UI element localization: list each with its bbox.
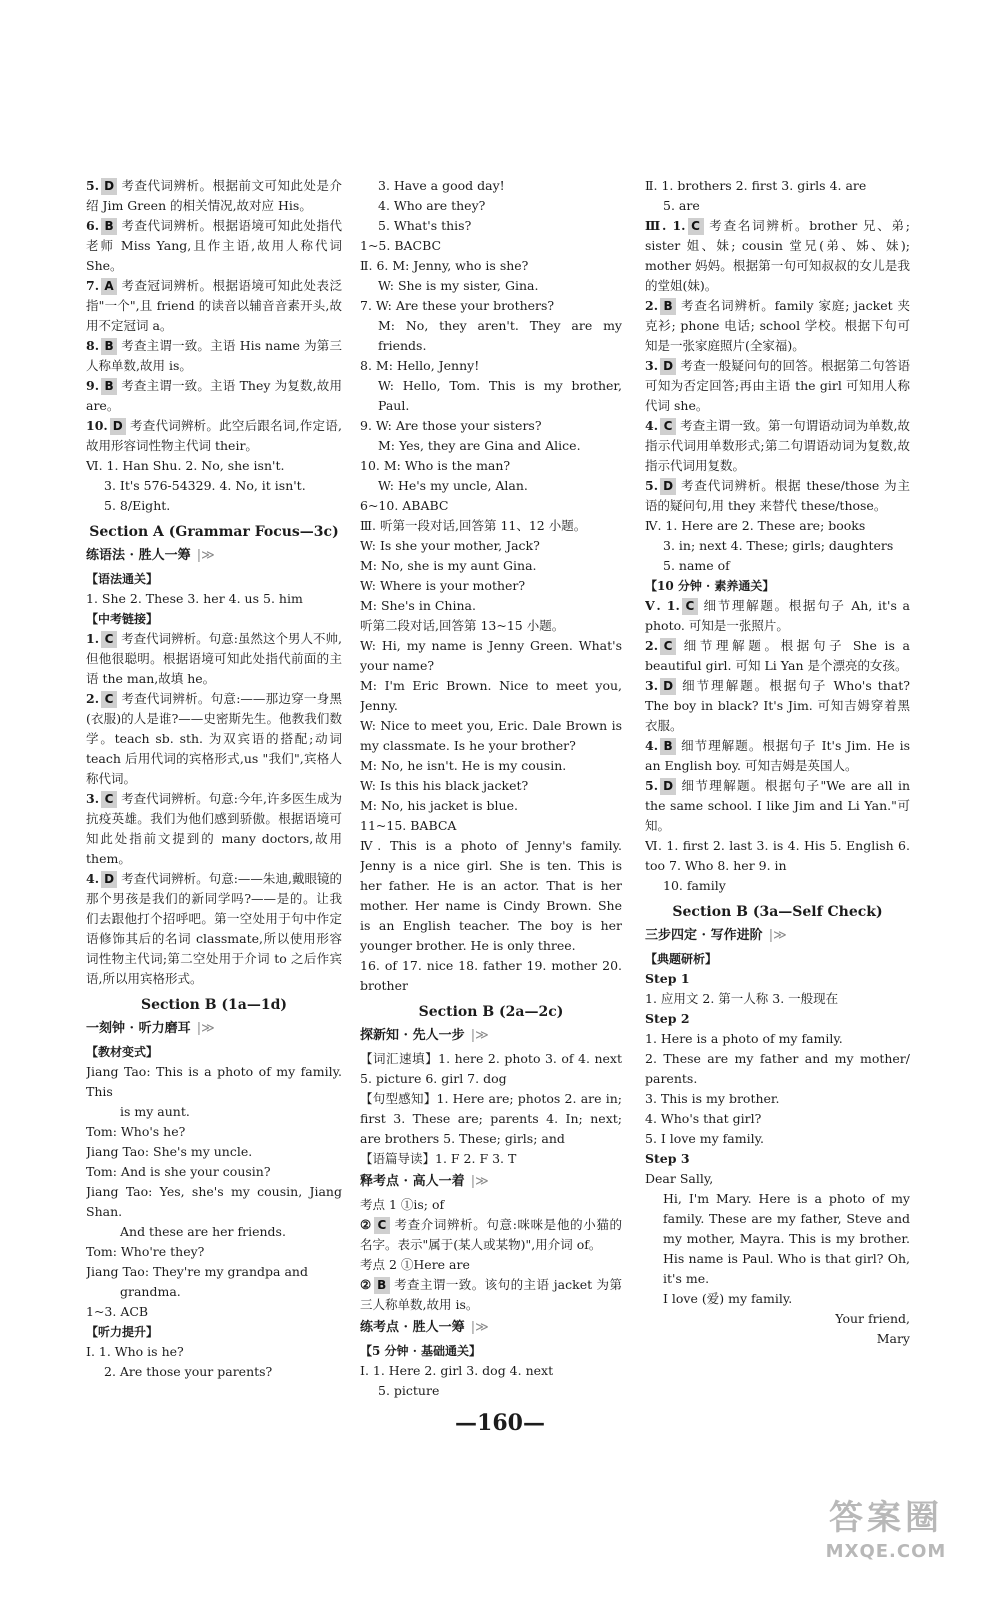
answer-number: 3. xyxy=(86,791,100,806)
line-text: 5. name of xyxy=(663,558,730,573)
subsection-tag xyxy=(86,609,342,629)
line-text: M: No, she is my aunt Gina. xyxy=(360,558,537,573)
answer-item xyxy=(86,336,342,376)
tag-label: 【语法通关】 xyxy=(86,572,159,586)
line-text: 6~10. ABABC xyxy=(360,498,449,513)
answer-explanation: 考查代词辨析。句意:——朱迪,戴眼镜的那个男孩是我们的新同学吗?——是的。让我们去跟他打个招呼吧。第一空处用于句中作定语修饰其后的名词 classmate,所以使用形容词性物主代词;第二空处用于介词 to 之后作宾语,所以用宾格形式。 xyxy=(86,871,342,986)
answer-number: 1. xyxy=(86,631,100,646)
line-text: Hi, I'm Mary. Here is a photo of my family. These are my father, Steve and my mother, Mayra. This is my brother. His name is Paul. Who is that girl? Oh, it's me. xyxy=(663,1191,910,1286)
text-line xyxy=(360,216,622,236)
answer-explanation: 考查主谓一致。该句的主语 jacket 为第三人称单数,故用 is。 xyxy=(360,1277,622,1312)
line-text: 16. of 17. nice 18. father 19. mother 20. brother xyxy=(360,958,622,993)
answer-item xyxy=(645,216,910,296)
answer-item xyxy=(645,776,910,836)
text-line xyxy=(86,456,342,476)
answer-number: 2. xyxy=(645,638,659,653)
column-right xyxy=(645,176,910,1435)
answer-item xyxy=(645,296,910,356)
answer-item xyxy=(86,216,342,276)
text-line xyxy=(86,1302,342,1322)
text-line xyxy=(360,816,622,836)
subsection-tag xyxy=(86,1322,342,1342)
text-line xyxy=(645,1089,910,1109)
answer-explanation: 考查主谓一致。第一句谓语动词为单数,故指示代词用单数形式;第二句谓语动词为复数,故指示代词用复数。 xyxy=(645,418,910,473)
answer-number: 4. xyxy=(645,738,659,753)
text-line xyxy=(645,989,910,1009)
answer-item xyxy=(86,689,342,789)
text-line xyxy=(360,456,622,476)
line-text: And these are her friends. xyxy=(120,1224,286,1239)
part-banner xyxy=(360,1026,622,1046)
answer-number: 10. xyxy=(86,418,108,433)
text-line xyxy=(86,1342,342,1362)
section-heading xyxy=(645,902,910,922)
text-line xyxy=(360,676,622,716)
page-number: —160— xyxy=(455,1410,545,1436)
text-line xyxy=(645,876,910,896)
answer-explanation: 考查代词辨析。句意:虽然这个男人不帅,但他很聪明。根据语境可知此处指代前面的主语 the man,故填 he。 xyxy=(86,631,342,686)
answer-explanation: 考查主谓一致。主语 His name 为第三人称单数,故用 is。 xyxy=(86,338,342,373)
line-text: 考点 1 ①is; of xyxy=(360,1197,445,1212)
text-line xyxy=(360,376,622,416)
banner-title: 练考点 · 胜人一筹 xyxy=(360,1320,465,1335)
answer-explanation: 考查代词辨析。句意:——那边穿一身黑(衣服)的人是谁?——史密斯先生。他教我们数学。teach sb. sth. 为双宾语的搭配;动词 teach 后用代词的宾格形式,us "我们",宾格人称代词。 xyxy=(86,691,342,786)
line-text: Jiang Tao: This is a photo of my family. This xyxy=(86,1064,342,1099)
text-line xyxy=(86,1222,342,1242)
line-text: grandma. xyxy=(120,1284,181,1299)
text-line xyxy=(360,436,622,456)
answer-explanation: 细节理解题。根据句子"We are all in the same school. I like Jim and Li Yan."可知。 xyxy=(645,778,910,833)
text-line xyxy=(645,536,910,556)
watermark-logo xyxy=(796,1496,976,1570)
text-line xyxy=(645,1289,910,1309)
answer-choice-badge: B xyxy=(101,378,117,395)
line-text: M: No, he isn't. He is my cousin. xyxy=(360,758,567,773)
answer-number: 5. xyxy=(645,778,659,793)
line-text: Ⅱ. 1. brothers 2. first 3. girls 4. are xyxy=(645,178,867,193)
step-label xyxy=(645,969,910,989)
line-text: M: No, they aren't. They are my friends. xyxy=(378,318,622,353)
text-line xyxy=(645,1169,910,1189)
answer-explanation: 考查代词辨析。句意:今年,许多医生成为抗疫英雄。我们为他们感到骄傲。根据语境可知此处指前文提到的 many doctors,故用 them。 xyxy=(86,791,342,866)
line-text: 【句型感知】1. Here are; photos 2. are in; first 3. These are; parents 4. In; next; are brothers 5. These; girls; and xyxy=(360,1091,622,1146)
line-text: Tom: Who're they? xyxy=(86,1244,205,1259)
text-line xyxy=(645,1189,910,1289)
answer-item xyxy=(645,476,910,516)
banner-title: 探新知 · 先人一步 xyxy=(360,1028,465,1043)
text-line xyxy=(360,616,622,636)
line-text: 2. These are my father and my mother/ parents. xyxy=(645,1051,910,1086)
answer-number: 8. xyxy=(86,338,100,353)
text-line xyxy=(360,276,622,296)
subsection-tag xyxy=(645,576,910,596)
line-text: 10. M: Who is the man? xyxy=(360,458,511,473)
line-text: 2. Are those your parents? xyxy=(104,1364,273,1379)
line-text: 1~3. ACB xyxy=(86,1304,149,1319)
line-text: 5. picture xyxy=(378,1383,440,1398)
answer-explanation: 考查一般疑问句的回答。根据第二句答语可知为否定回答;再由主语 the girl 可知用人称代词 she。 xyxy=(645,358,910,413)
text-line xyxy=(360,1089,622,1149)
watermark-chinese: 答案圈 xyxy=(829,1498,943,1538)
tag-label: 【中考链接】 xyxy=(86,612,159,626)
subsection-tag xyxy=(360,1341,622,1361)
answer-number: 2. xyxy=(645,298,659,313)
line-text: W: Where is your mother? xyxy=(360,578,526,593)
banner-chevron-icon: |≫ xyxy=(466,1028,489,1043)
banner-chevron-icon: |≫ xyxy=(764,928,787,943)
part-banner xyxy=(360,1172,622,1192)
line-text: Ⅱ. 6. M: Jenny, who is she? xyxy=(360,258,529,273)
text-line xyxy=(360,316,622,356)
text-line xyxy=(360,416,622,436)
answer-explanation: 考查代词辨析。根据语境可知此处指代老师 Miss Yang,且作主语,故用人称代词 She。 xyxy=(86,218,342,273)
answer-choice-badge: A xyxy=(101,278,117,295)
answer-item xyxy=(360,1215,622,1255)
column-middle xyxy=(360,176,622,1435)
line-text: M: No, his jacket is blue. xyxy=(360,798,518,813)
answer-choice-badge: C xyxy=(101,631,117,648)
banner-chevron-icon: |≫ xyxy=(466,1320,489,1335)
line-text: Jiang Tao: Yes, she's my cousin, Jiang Shan. xyxy=(86,1184,342,1219)
text-line xyxy=(645,836,910,876)
line-text: 1~5. BACBC xyxy=(360,238,442,253)
line-text: 3. It's 576-54329. 4. No, it isn't. xyxy=(104,478,306,493)
line-text: 3. This is my brother. xyxy=(645,1091,780,1106)
answer-item xyxy=(86,176,342,216)
line-text: Tom: Who's he? xyxy=(86,1124,186,1139)
answer-number: ② xyxy=(360,1217,372,1232)
text-line xyxy=(645,1049,910,1089)
text-line xyxy=(645,176,910,196)
tag-label: 【教材变式】 xyxy=(86,1045,159,1059)
line-text: 5. What's this? xyxy=(378,218,472,233)
text-line xyxy=(86,1242,342,1262)
part-banner xyxy=(86,546,342,566)
answer-item xyxy=(86,629,342,689)
text-line xyxy=(360,496,622,516)
answer-number: 5. xyxy=(645,478,659,493)
text-line xyxy=(86,496,342,516)
text-line xyxy=(86,1182,342,1222)
text-line xyxy=(360,796,622,816)
answer-item xyxy=(645,416,910,476)
section-heading xyxy=(86,522,342,542)
line-text: W: Hi, my name is Jenny Green. What's your name? xyxy=(360,638,622,673)
answer-number: 3. xyxy=(645,358,659,373)
step-text: Step 3 xyxy=(645,1151,690,1166)
answer-choice-badge: D xyxy=(110,418,126,435)
answer-explanation: 考查代词辨析。根据 these/those 为主语的疑问句,用 they 来替代 these/those。 xyxy=(645,478,910,513)
section-title: Section A (Grammar Focus—3c) xyxy=(89,524,339,540)
line-text: Jiang Tao: They're my grandpa and xyxy=(86,1264,308,1279)
banner-chevron-icon: |≫ xyxy=(192,1021,215,1036)
line-text: Ⅵ. 1. first 2. last 3. is 4. His 5. English 6. too 7. Who 8. her 9. in xyxy=(645,838,910,873)
answer-number: 5. xyxy=(86,178,100,193)
line-text: 考点 2 ①Here are xyxy=(360,1257,470,1272)
answer-number: 7. xyxy=(86,278,100,293)
banner-title: 释考点 · 高人一着 xyxy=(360,1174,465,1189)
answer-choice-badge: C xyxy=(688,218,704,235)
line-text: I love (爱) my family. xyxy=(663,1291,793,1306)
line-text: 5. 8/Eight. xyxy=(104,498,171,513)
banner-chevron-icon: |≫ xyxy=(192,548,215,563)
line-text: 3. in; next 4. These; girls; daughters xyxy=(663,538,894,553)
answer-item xyxy=(360,1275,622,1315)
signature-line xyxy=(645,1329,910,1349)
text-line xyxy=(360,556,622,576)
text-line xyxy=(645,1109,910,1129)
signature-line xyxy=(645,1309,910,1329)
answer-number: 4. xyxy=(86,871,100,886)
answer-number: Ⅲ. 1. xyxy=(645,218,686,233)
text-line xyxy=(645,1129,910,1149)
line-text: 7. W: Are these your brothers? xyxy=(360,298,555,313)
answer-explanation: 细节理解题。根据句子 It's Jim. He is an English boy. 可知吉姆是英国人。 xyxy=(645,738,910,773)
line-text: 5. are xyxy=(663,198,700,213)
answer-choice-badge: D xyxy=(660,778,676,795)
text-line xyxy=(360,256,622,276)
answer-choice-badge: C xyxy=(660,418,676,435)
banner-title: 三步四定 · 写作进阶 xyxy=(645,928,763,943)
answer-explanation: 细节理解题。根据句子 She is a beautiful girl. 可知 Li Yan 是个漂亮的女孩。 xyxy=(645,638,910,673)
text-line xyxy=(645,196,910,216)
line-text: W: Is she your mother, Jack? xyxy=(360,538,540,553)
answer-choice-badge: D xyxy=(660,358,676,375)
text-line xyxy=(360,1361,622,1381)
answer-explanation: 考查代词辨析。此空后跟名词,作定语,故用形容词性物主代词 their。 xyxy=(86,418,342,453)
line-text: Mary xyxy=(876,1331,910,1346)
answer-explanation: 细节理解题。根据句子 Ah, it's a photo. 可知是一张照片。 xyxy=(645,598,910,633)
answer-choice-badge: C xyxy=(101,691,117,708)
banner-title: 一刻钟 · 听力磨耳 xyxy=(86,1021,191,1036)
line-text: W: He's my uncle, Alan. xyxy=(378,478,528,493)
text-line xyxy=(360,576,622,596)
answer-choice-badge: C xyxy=(660,638,676,655)
line-text: 听第二段对话,回答第 13~15 小题。 xyxy=(360,618,565,633)
text-line xyxy=(360,1255,622,1275)
line-text: Jiang Tao: She's my uncle. xyxy=(86,1144,253,1159)
answer-item xyxy=(645,356,910,416)
line-text: 【语篇导读】1. F 2. F 3. T xyxy=(360,1151,517,1166)
text-line xyxy=(86,1362,342,1382)
answer-number: ② xyxy=(360,1277,372,1292)
answer-number: 6. xyxy=(86,218,100,233)
answer-explanation: 考查冠词辨析。根据语境可知此处表泛指"一个",且 friend 的读音以辅音音素开头,故用不定冠词 a。 xyxy=(86,278,342,333)
answer-choice-badge: D xyxy=(660,478,676,495)
answer-choice-badge: B xyxy=(101,338,117,355)
subsection-tag xyxy=(86,1042,342,1062)
answer-item xyxy=(645,736,910,776)
section-heading xyxy=(86,995,342,1015)
answer-item xyxy=(645,596,910,636)
answer-choice-badge: B xyxy=(660,738,676,755)
text-line xyxy=(645,516,910,536)
answer-number: 3. xyxy=(645,678,659,693)
line-text: 4. Who's that girl? xyxy=(645,1111,762,1126)
tag-label: 【听力提升】 xyxy=(86,1325,159,1339)
line-text: M: Yes, they are Gina and Alice. xyxy=(378,438,581,453)
answer-explanation: 考查介词辨析。句意:咪咪是他的小猫的名字。表示"属于(某人或某物)",用介词 of。 xyxy=(360,1217,622,1252)
answer-item xyxy=(645,676,910,736)
text-line xyxy=(360,596,622,616)
line-text: 1. Here is a photo of my family. xyxy=(645,1031,843,1046)
line-text: W: Hello, Tom. This is my brother, Paul. xyxy=(378,378,622,413)
answer-explanation: 考查代词辨析。根据前文可知此处是介绍 Jim Green 的相关情况,故对应 His。 xyxy=(86,178,342,213)
answer-number: Ⅴ. 1. xyxy=(645,598,680,613)
text-line xyxy=(360,1049,622,1089)
text-line xyxy=(360,836,622,956)
answer-choice-badge: D xyxy=(101,871,117,888)
text-line xyxy=(360,476,622,496)
section-title: Section B (1a—1d) xyxy=(140,997,287,1013)
text-line xyxy=(86,589,342,609)
answer-number: 9. xyxy=(86,378,100,393)
answer-explanation: 考查主谓一致。主语 They 为复数,故用 are。 xyxy=(86,378,342,413)
text-line xyxy=(86,1102,342,1122)
answer-choice-badge: D xyxy=(660,678,676,695)
line-text: 8. M: Hello, Jenny! xyxy=(360,358,480,373)
line-text: 9. W: Are those your sisters? xyxy=(360,418,542,433)
text-line xyxy=(360,536,622,556)
text-line xyxy=(360,1381,622,1401)
answer-choice-badge: C xyxy=(682,598,698,615)
subsection-tag xyxy=(645,949,910,969)
line-text: 【词汇速填】1. here 2. photo 3. of 4. next 5. picture 6. girl 7. dog xyxy=(360,1051,622,1086)
line-text: is my aunt. xyxy=(120,1104,190,1119)
tag-label: 【典题研析】 xyxy=(645,952,718,966)
text-line xyxy=(360,636,622,676)
subsection-tag xyxy=(86,569,342,589)
part-banner xyxy=(645,926,910,946)
text-line xyxy=(360,196,622,216)
text-line xyxy=(86,1122,342,1142)
text-line xyxy=(86,1282,342,1302)
line-text: W: Nice to meet you, Eric. Dale Brown is my classmate. Is he your brother? xyxy=(360,718,622,753)
banner-chevron-icon: |≫ xyxy=(466,1174,489,1189)
answer-item xyxy=(86,376,342,416)
part-banner xyxy=(360,1318,622,1338)
banner-title: 练语法 · 胜人一筹 xyxy=(86,548,191,563)
text-line xyxy=(86,476,342,496)
line-text: Your friend, xyxy=(835,1311,910,1326)
part-banner xyxy=(86,1019,342,1039)
text-line xyxy=(86,1162,342,1182)
answer-item xyxy=(86,416,342,456)
answer-item xyxy=(86,789,342,869)
line-text: Ⅵ. 1. Han Shu. 2. No, she isn't. xyxy=(86,458,285,473)
answer-choice-badge: D xyxy=(101,178,117,195)
answer-item xyxy=(86,869,342,989)
text-line xyxy=(360,296,622,316)
line-text: 1. 应用文 2. 第一人称 3. 一般现在 xyxy=(645,991,839,1006)
answer-explanation: 考查名词辨析。brother 兄、弟; sister 姐、妹; cousin 堂兄(弟、姊、妹); mother 妈妈。根据第一句可知叔叔的女儿是我的堂姐(妹)。 xyxy=(645,218,910,293)
section-title: Section B (2a—2c) xyxy=(418,1004,564,1020)
answer-number: 4. xyxy=(645,418,659,433)
line-text: Tom: And is she your cousin? xyxy=(86,1164,271,1179)
line-text: 5. I love my family. xyxy=(645,1131,764,1146)
line-text: Ⅰ. 1. Here 2. girl 3. dog 4. next xyxy=(360,1363,554,1378)
section-title: Section B (3a—Self Check) xyxy=(672,904,883,920)
watermark-url: MXQE.COM xyxy=(825,1541,947,1562)
answer-choice-badge: B xyxy=(374,1277,390,1294)
answer-number: 2. xyxy=(86,691,100,706)
line-text: Ⅰ. 1. Who is he? xyxy=(86,1344,184,1359)
answer-choice-badge: B xyxy=(101,218,117,235)
line-text: Ⅲ. 听第一段对话,回答第 11、12 小题。 xyxy=(360,518,587,533)
text-line xyxy=(86,1142,342,1162)
text-line xyxy=(86,1062,342,1102)
step-label xyxy=(645,1149,910,1169)
line-text: 4. Who are they? xyxy=(378,198,486,213)
text-line xyxy=(360,356,622,376)
text-line xyxy=(360,1195,622,1215)
answer-item xyxy=(645,636,910,676)
step-label xyxy=(645,1009,910,1029)
answer-explanation: 考查名词辨析。family 家庭; jacket 夹克衫; phone 电话; school 学校。根据下句可知是一张家庭照片(全家福)。 xyxy=(645,298,910,353)
text-line xyxy=(645,556,910,576)
line-text: M: She's in China. xyxy=(360,598,476,613)
answer-item xyxy=(86,276,342,336)
text-line xyxy=(86,1262,342,1282)
text-line xyxy=(360,1149,622,1169)
text-line xyxy=(360,516,622,536)
line-text: W: Is this his black jacket? xyxy=(360,778,529,793)
line-text: Dear Sally, xyxy=(645,1171,714,1186)
text-line xyxy=(360,956,622,996)
tag-label: 【5 分钟 · 基础通关】 xyxy=(360,1344,482,1358)
text-line xyxy=(360,236,622,256)
column-left xyxy=(86,176,342,1435)
line-text: 10. family xyxy=(663,878,726,893)
line-text: M: I'm Eric Brown. Nice to meet you, Jenny. xyxy=(360,678,622,713)
answer-choice-badge: B xyxy=(660,298,676,315)
answer-choice-badge: C xyxy=(101,791,117,808)
text-line xyxy=(360,756,622,776)
line-text: 11~15. BABCA xyxy=(360,818,457,833)
line-text: 3. Have a good day! xyxy=(378,178,505,193)
text-line xyxy=(645,1029,910,1049)
section-heading xyxy=(360,1002,622,1022)
text-line xyxy=(360,716,622,756)
answer-explanation: 细节理解题。根据句子 Who's that? The boy in black? It's Jim. 可知吉姆穿着黑衣服。 xyxy=(645,678,910,733)
line-text: 1. She 2. These 3. her 4. us 5. him xyxy=(86,591,303,606)
line-text: Ⅳ. 1. Here are 2. These are; books xyxy=(645,518,866,533)
step-text: Step 1 xyxy=(645,971,690,986)
tag-label: 【10 分钟 · 素养通关】 xyxy=(645,579,775,593)
answer-choice-badge: C xyxy=(374,1217,390,1234)
text-line xyxy=(360,776,622,796)
line-text: W: She is my sister, Gina. xyxy=(378,278,539,293)
line-text: Ⅳ. This is a photo of Jenny's family. Jenny is a nice girl. She is ten. This is her father. He is an actor. That is her mother. Her name is Cindy Brown. She is an English teacher. The boy is her younger brother. He is only three. xyxy=(360,838,622,953)
text-line xyxy=(360,176,622,196)
step-text: Step 2 xyxy=(645,1011,690,1026)
